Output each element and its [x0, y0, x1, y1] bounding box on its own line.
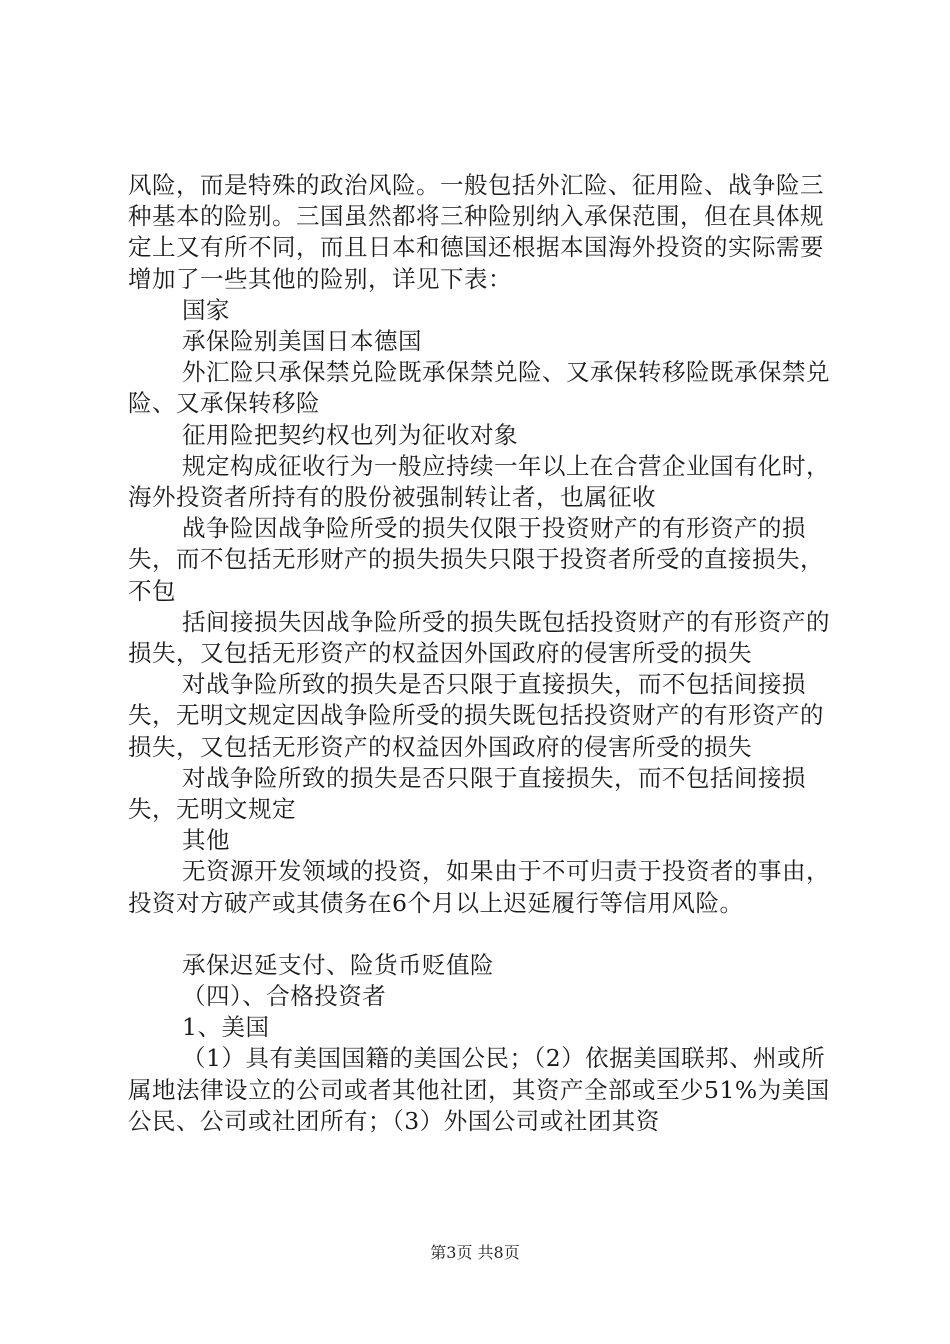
paragraph: 其他	[182, 826, 230, 855]
paragraph: 括间接损失因战争险所受的损失既包括投资财产的有形资产的损失，又包括无形资产的权益因外国政府的侵害所受的损失	[128, 607, 830, 668]
paragraph: 对战争险所致的损失是否只限于直接损失，而不包括间接损失，无明文规定因战争险所受的损失既包括投资财产的有形资产的损失，又包括无形资产的权益因外国政府的侵害所受的损失	[128, 670, 824, 761]
paragraph: 承保迟延支付、险货币贬值险	[182, 950, 494, 979]
page-number: 第3页 共8页	[430, 1243, 520, 1262]
paragraph: 风险，而是特殊的政治风险。一般包括外汇险、征用险、战争险三种基本的险别。三国虽然都将三种险别纳入承保范围，但在具体规定上又有所不同，而且日本和德国还根据本国海外投资的实际需要增加了一些其他的险别，详见下表：	[128, 171, 824, 293]
paragraph: 国家	[182, 295, 230, 324]
paragraph: 承保险别美国日本德国	[182, 327, 422, 356]
paragraph: 外汇险只承保禁兑险既承保禁兑险、又承保转移险既承保禁兑险、又承保转移险	[128, 358, 830, 418]
paragraph: 对战争险所致的损失是否只限于直接损失，而不包括间接损失，无明文规定	[128, 763, 806, 824]
page-footer	[0, 1240, 950, 1263]
paragraph: 战争险因战争险所受的损失仅限于投资财产的有形资产的损失，而不包括无形财产的损失损失只限于投资者所受的直接损失，不包	[128, 514, 824, 605]
paragraph: 无资源开发领域的投资，如果由于不可归责于投资者的事由，投资对方破产或其债务在6个月以上迟延履行等信用风险。	[128, 857, 830, 917]
paragraph: 征用险把契约权也列为征收对象	[182, 420, 518, 449]
paragraph: （1）具有美国国籍的美国公民；（2）依据美国联邦、州或所属地法律设立的公司或者其他社团，其资产全部或至少51%为美国公民、公司或社团所有；（3）外国公司或社团其资	[128, 1044, 830, 1135]
paragraph: 1、美国	[182, 1013, 270, 1042]
paragraph: 规定构成征收行为一般应持续一年以上在合营企业国有化时，海外投资者所持有的股份被强制转让者，也属征收	[128, 451, 830, 512]
document-body	[128, 170, 840, 1137]
paragraph: （四）、合格投资者	[182, 982, 387, 1011]
